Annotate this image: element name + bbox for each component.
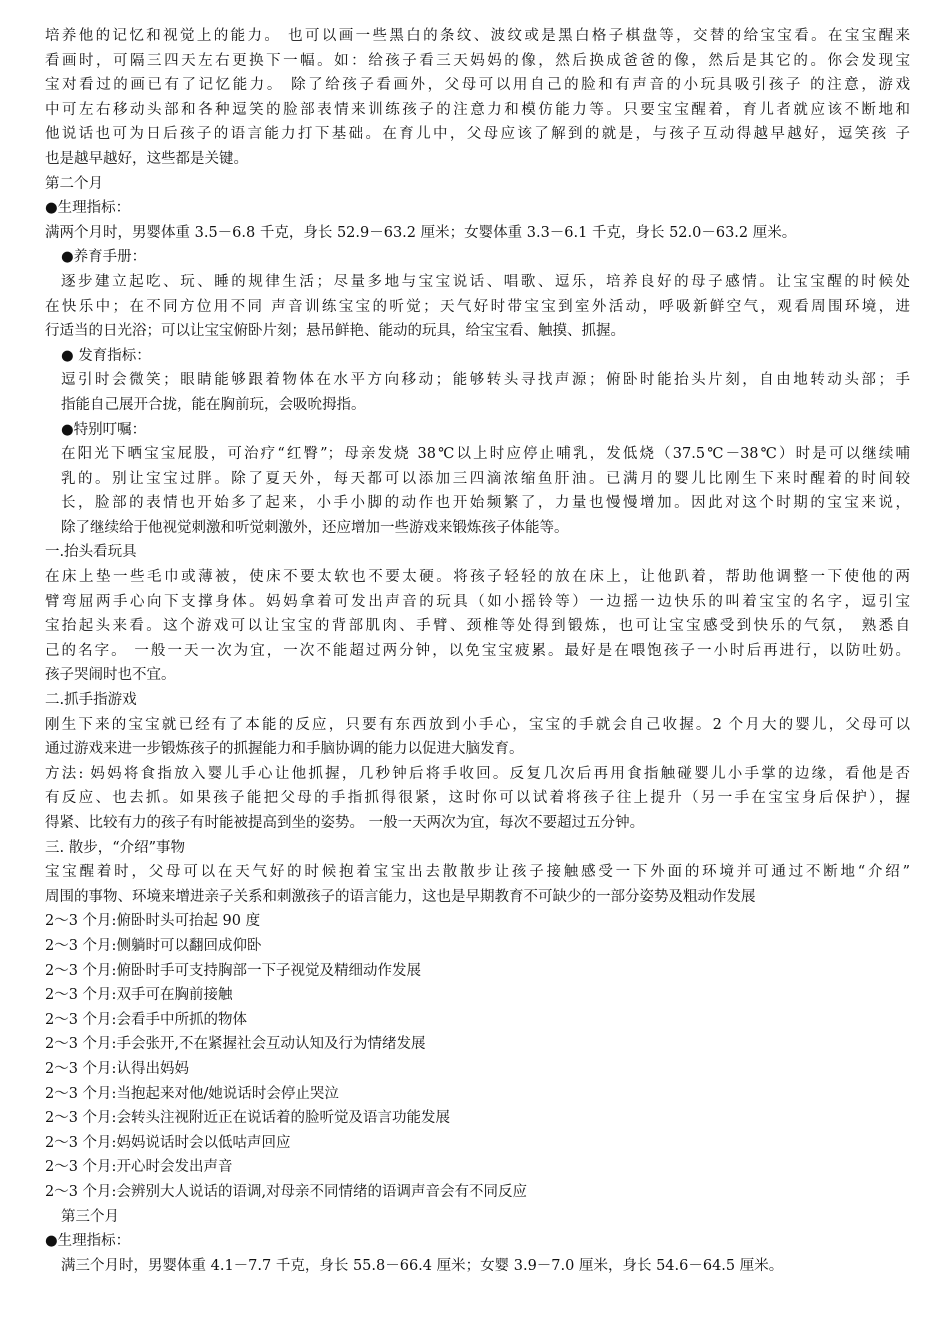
paragraph-line: 在快乐中；在不同方位用不同 声音训练宝宝的听觉；天气好时带宝宝到室外活动，呼吸新鲜空气，观看周围环境，进 — [45, 298, 910, 315]
paragraph-line: 得紧、比较有力的孩子有时能被提高到坐的姿势。 一般一天两次为宜，每次不要超过五分钟。 — [45, 815, 645, 831]
milestone-item: 2～3 个月:俯卧时手可支持胸部一下子视觉及精细动作发展 — [45, 962, 421, 979]
paragraph-line: 培养他的记忆和视觉上的能力。 也可以画一些黑白的条纹、波纹或是黑白格子棋盘等，交替的给宝宝看。在宝宝醒来 — [45, 28, 910, 44]
paragraph-line: 方法: 妈妈将食指放入婴儿手心让他抓握，几秒钟后将手收回。反复几次后再用食指触碰婴儿小手掌的边缘，看他是否 — [45, 765, 910, 782]
paragraph-line: 也是越早越好，这些都是关键。 — [45, 150, 248, 167]
paragraph-line: 除了继续给于他视觉刺激和听觉刺激外，还应增加一些游戏来锻炼孩子体能等。 — [61, 519, 569, 536]
milestone-item: 2～3 个月:会看手中所抓的物体 — [45, 1011, 247, 1028]
game-heading-1: 一.抬头看玩具 — [45, 544, 137, 561]
paragraph-line: 指能自己展开合拢，能在胸前玩，会吸吮拇指。 — [61, 396, 366, 413]
paragraph-line: 孩子哭闹时也不宜。 — [45, 667, 176, 684]
milestone-item: 2～3 个月:认得出妈妈 — [45, 1060, 189, 1077]
paragraph-line: 宝对看过的画已有了记忆能力。 除了给孩子看画外，父母可以用自己的脸和有声音的小玩具吸引孩子 的注意，游戏 — [45, 77, 910, 94]
paragraph-line: 通过游戏来进一步锻炼孩子的抓握能力和手脑协调的能力以促进大脑发育。 — [45, 741, 524, 758]
paragraph-line: 乳的。别让宝宝过胖。除了夏天外，每天都可以添加三四滴浓缩鱼肝油。已满月的婴儿比刚生下来时醒着的时间较 — [61, 470, 910, 487]
milestone-item: 2～3 个月:俯卧时头可抬起 90 度 — [45, 913, 261, 930]
bullet-heading-care-handbook: ●养育手册： — [61, 249, 147, 266]
milestone-item: 2～3 个月:当抱起来对他/她说话时会停止哭泣 — [45, 1085, 339, 1102]
paragraph-line: 臂弯屈两手心向下支撑身体。妈妈拿着可发出声音的玩具（如小摇铃等）一边摇一边快乐的叫着宝宝的名字，逗引宝 — [45, 593, 910, 610]
bullet-heading-development: ● 发育指标： — [61, 347, 151, 364]
paragraph-line: 行适当的日光浴；可以让宝宝俯卧片刻；悬吊鲜艳、能动的玩具，给宝宝看、触摸、抓握。 — [45, 323, 625, 340]
paragraph-line: 逐步建立起吃、玩、睡的规律生活；尽量多地与宝宝说话、唱歌、逗乐，培养良好的母子感情。让宝宝醒的时候处 — [61, 273, 910, 290]
paragraph-line: 中可左右移动头部和各种逗笑的脸部表情来训练孩子的注意力和模仿能力等。只要宝宝醒着，育儿者就应该不断地和 — [45, 101, 910, 118]
milestone-item: 2～3 个月:妈妈说话时会以低咕声回应 — [45, 1134, 291, 1151]
paragraph-line: 在床上垫一些毛巾或薄被，使床不要太软也不要太硬。将孩子轻轻的放在床上，让他趴着，帮助他调整一下使他的两 — [45, 569, 910, 586]
paragraph-line: 有反应、也去抓。如果孩子能把父母的手指抓得很紧，这时你可以试着将孩子往上提升（另一手在宝宝身后保护），握 — [45, 790, 910, 807]
paragraph-line: 己的名字。 一般一天一次为宜，一次不能超过两分钟，以免宝宝疲累。最好是在喂饱孩子一小时后再进行，以防吐奶。 — [45, 642, 910, 659]
milestone-item: 2～3 个月:侧躺时可以翻回成仰卧 — [45, 937, 262, 954]
milestone-item: 2～3 个月:双手可在胸前接触 — [45, 987, 233, 1004]
paragraph-line: 看画时，可隔三四天左右更换下一幅。如：给孩子看三天妈妈的像，然后换成爸爸的像，然后是其它的。你会发现宝 — [45, 52, 910, 69]
paragraph-line: 逗引时会微笑；眼睛能够跟着物体在水平方向移动；能够转头寻找声源；俯卧时能抬头片刻，自由地转动头部；手 — [61, 372, 910, 389]
game-heading-2: 二.抓手指游戏 — [45, 692, 137, 709]
game-heading-3: 三. 散步，“介绍”事物 — [45, 839, 186, 856]
paragraph-line: 宝宝醒着时，父母可以在天气好的时候抱着宝宝出去散散步让孩子接触感受一下外面的环境并可通过不断地“介绍” — [45, 864, 910, 881]
paragraph-line: 刚生下来的宝宝就已经有了本能的反应，只要有东西放到小手心，宝宝的手就会自己收握。2 个月大的婴儿，父母可以 — [45, 716, 910, 733]
paragraph-line: 满两个月时，男婴体重 3.5－6.8 千克，身长 52.9－63.2 厘米；女婴体重 3.3－6.1 千克，身长 52.0－63.2 厘米。 — [45, 224, 797, 241]
milestone-item: 2～3 个月:会转头注视附近正在说话着的脸听觉及语言功能发展 — [45, 1110, 450, 1127]
document-page — [45, 24, 910, 1278]
paragraph-line: 在阳光下晒宝宝屁股，可治疗“红臀”；母亲发烧 38℃以上时应停止哺乳，发低烧（37.5℃－38℃）时是可以继续哺 — [61, 446, 910, 463]
bullet-heading-physiology: ●生理指标： — [45, 1233, 131, 1250]
paragraph-line: 宝抬起头来看。这个游戏可以让宝宝的背部肌肉、手臂、颈椎等处得到锻炼，也可让宝宝感受到快乐的气氛， 熟悉自 — [45, 618, 910, 635]
section-heading-month-3: 第三个月 — [61, 1208, 119, 1225]
paragraph-line: 满三个月时，男婴体重 4.1－7.7 千克，身长 55.8－66.4 厘米；女婴 3.9－7.0 厘米，身长 54.6－64.5 厘米。 — [61, 1257, 784, 1274]
milestone-item: 2～3 个月:开心时会发出声音 — [45, 1159, 233, 1176]
milestone-item: 2～3 个月:会辨别大人说话的语调,对母亲不同情绪的语调声音会有不同反应 — [45, 1183, 528, 1200]
milestone-item: 2～3 个月:手会张开,不在紧握社会互动认知及行为情绪发展 — [45, 1036, 426, 1053]
paragraph-line: 他说话也可为日后孩子的语言能力打下基础。在育儿中，父母应该了解到的就是，与孩子互动得越早越好，逗笑孩 子 — [45, 126, 910, 143]
paragraph-line: 周围的事物、环境来增进亲子关系和刺激孩子的语言能力，这也是早期教育不可缺少的一部分姿势及粗动作发展 — [45, 888, 756, 905]
bullet-heading-physiology: ●生理指标： — [45, 200, 131, 217]
section-heading-month-2: 第二个月 — [45, 175, 103, 192]
paragraph-line: 长，脸部的表情也开始多了起来，小手小脚的动作也开始频繁了，力量也慢慢增加。因此对这个时期的宝宝来说， — [61, 495, 910, 512]
bullet-heading-special-notes: ●特别叮嘱： — [61, 421, 147, 438]
